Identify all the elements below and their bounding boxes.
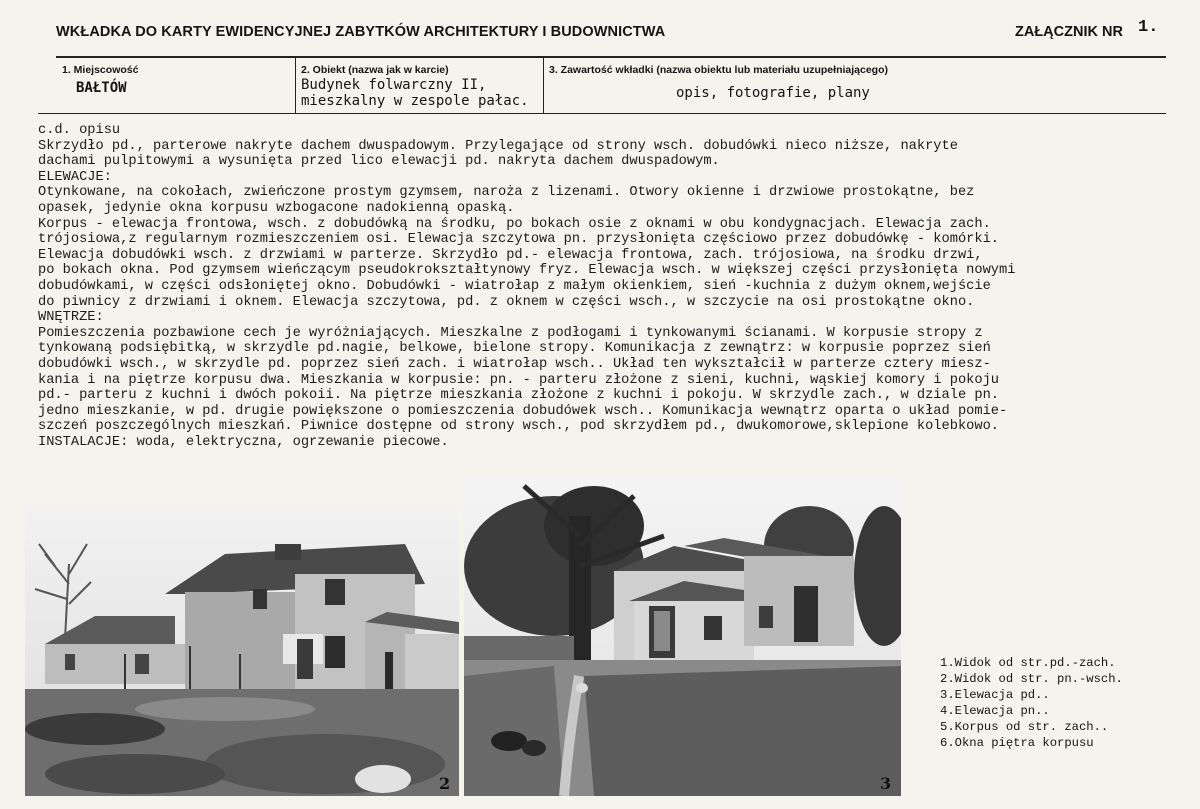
locality-value: BAŁTÓW	[76, 80, 127, 96]
object-label: 2. Obiekt (nazwa jak w karcie)	[301, 64, 449, 76]
photo-3-image	[464, 476, 901, 796]
description-line: Pomieszczenia pozbawione cech je wyróżniających. Mieszkalne z podłogami i tynkowanymi ścianami. W korpusie stropy z	[38, 325, 983, 341]
document-title: WKŁADKA DO KARTY EWIDENCYJNEJ ZABYTKÓW ARCHITEKTURY I BUDOWNICTWA	[56, 24, 666, 40]
description-line: kania i na piętrze korpusu dwa. Mieszkania w korpusie: pn. - parteru złożone z sieni, kuchni, wąskiej komory i pokoju	[38, 372, 1000, 388]
caption-item: 5.Korpus od str. zach..	[940, 720, 1109, 735]
description-line: jedno mieszkanie, w pd. drugie powiększone o pomieszczenia dobudówek wsch.. Komunikacja wewnątrz oparta o układ pomie-	[38, 403, 1008, 419]
fields-bottom-rule	[38, 113, 1166, 114]
caption-item: 1.Widok od str.pd.-zach.	[940, 656, 1116, 670]
caption-item: 4.Elewacja pn..	[940, 704, 1050, 719]
description-line: do piwnicy z drzwiami i oknem. Elewacja szczytowa, pd. z oknem w części wsch., w szczycie na osi prostokątne okno.	[38, 294, 975, 310]
photo-2	[25, 504, 459, 796]
object-value-line1: Budynek folwarczny II,	[301, 77, 487, 93]
field-divider-1	[295, 58, 296, 114]
description-line: INSTALACJE: woda, elektryczna, ogrzewanie piecowe.	[38, 434, 449, 450]
caption-item: 2.Widok od str. pn.-wsch.	[940, 672, 1123, 687]
header-rule	[56, 56, 1166, 58]
description-text	[38, 123, 1188, 450]
description-line: Otynkowane, na cokołach, zwieńczone prostym gzymsem, naroża z lizenami. Otwory okienne i drzwiowe prostokątne, bez	[38, 185, 975, 201]
description-line: po bokach okna. Pod gzymsem wieńczącym pseudokrokształtynowy fryz. Elewacja wsch. w większej części przysłonięta nowymi	[38, 263, 1016, 279]
description-line: trójosiowa,z regularnym rozmieszczeniem osi. Elewacja szczytowa pn. przysłonięta częściowo przez dobudówkę - komórki.	[38, 232, 1000, 248]
description-line: Skrzydło pd., parterowe nakryte dachem dwuspadowym. Przylegające od strony wsch. dobudówki nieco niższe, nakryte	[38, 138, 958, 154]
description-line: ELEWACJE:	[38, 169, 112, 185]
photo-3	[464, 476, 901, 796]
annex-label: ZAŁĄCZNIK NR	[1015, 24, 1123, 40]
description-line: opasek, jedynie okna korpusu wzbogacone nadokienną opaską.	[38, 200, 515, 216]
annex-number: 1.	[1138, 18, 1159, 37]
photo-captions	[940, 655, 1123, 752]
photo-3-number: 3	[880, 774, 892, 793]
caption-item: 3.Elewacja pd..	[940, 688, 1050, 703]
description-line: Elewacja dobudówki wsch. z drzwiami w parterze. Skrzydło pd.- elewacja frontowa, zach. trójosiowa, na środku drzwi,	[38, 247, 983, 263]
photo-2-image	[25, 504, 459, 796]
object-value-line2: mieszkalny w zespole pałac.	[301, 93, 529, 109]
description-line: tynkowaną podsiębitką, w skrzydle pd.nagie, belkowe, bielone stropy. Komunikacja z zewnątrz: w korpusie poprzez sień	[38, 341, 991, 357]
description-line: pd.- parteru z kuchni i dwóch pokoii. Na piętrze mieszkania złożone z kuchni i pokoju. W skrzydle zach., w dziale pn.	[38, 388, 1000, 404]
description-line: Korpus - elewacja frontowa, wsch. z dobudówką na środku, po bokach osie z oknami w obu kondygnacjach. Elewacja zach.	[38, 216, 991, 232]
description-line: dachami pulpitowymi a wysunięta przed lico elewacji pd. nakryta dachem dwuspadowym.	[38, 154, 720, 170]
photo-2-number: 2	[439, 774, 451, 793]
contents-label: 3. Zawartość wkładki (nazwa obiektu lub materiału uzupełniającego)	[549, 64, 888, 76]
description-line: WNĘTRZE:	[38, 310, 104, 326]
description-line: dobudówkami, w części odsłoniętej okno. Dobudówki - wiatrołap z małym okienkiem, sień -kuchnia z dużym oknem,wejście	[38, 278, 991, 294]
contents-value: opis, fotografie, plany	[676, 85, 870, 101]
locality-label: 1. Miejscowość	[62, 64, 139, 76]
description-line: dobudówki wsch., w skrzydle pd. poprzez sień zach. i wiatrołap wsch.. Układ ten wykształcił w parterze cztery miesz-	[38, 356, 991, 372]
caption-item: 6.Okna piętra korpusu	[940, 736, 1094, 751]
description-line: szczeń poszczególnych mieszkań. Piwnice dostępne od strony wsch., pod skrzydłem pd., dwukomorowe,sklepione kolebkowo.	[38, 419, 1000, 435]
description-line: c.d. opisu	[38, 123, 121, 138]
field-divider-2	[543, 58, 544, 114]
